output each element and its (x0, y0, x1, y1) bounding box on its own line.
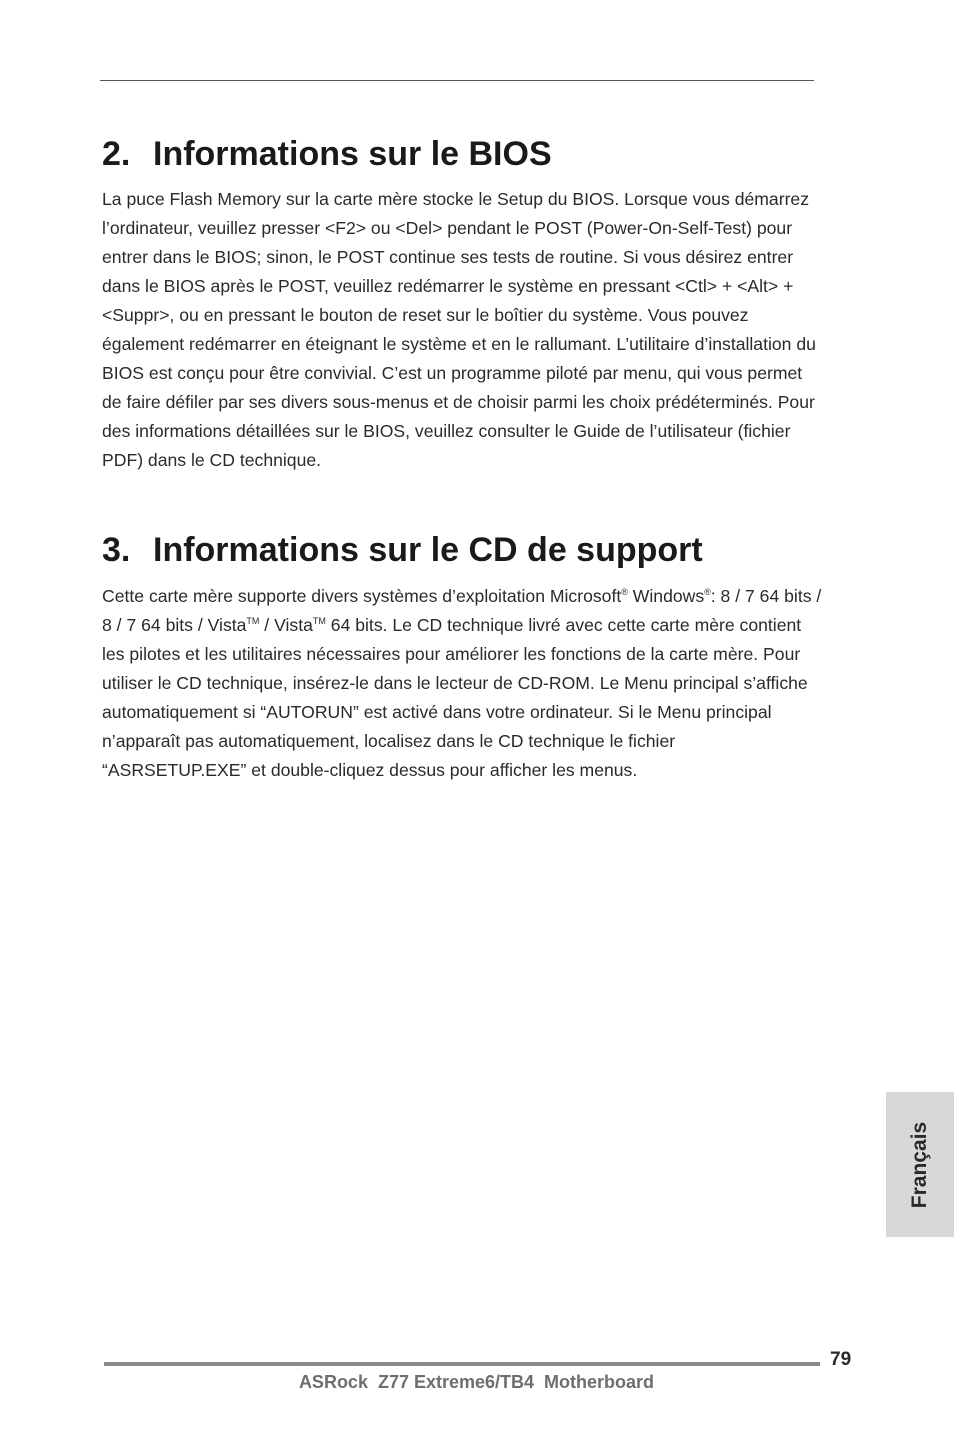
registered-mark: ® (704, 587, 711, 597)
section-heading-bios (102, 134, 822, 174)
top-rule (100, 80, 814, 81)
section-title: Informations sur le CD de support (153, 531, 703, 569)
footer-rule (104, 1362, 820, 1366)
trademark-mark: TM (312, 616, 326, 626)
section-cd-support-info (102, 530, 822, 785)
body-text-2: Windows (627, 586, 705, 606)
registered-mark: ® (621, 587, 628, 597)
footer-product-title: ASRock Z77 Extreme6/TB4 Motherboard (298, 1372, 655, 1392)
page-number: 79 (830, 1349, 852, 1370)
section-number: 3. (102, 531, 131, 569)
trademark-mark: TM (246, 616, 260, 626)
body-text-4: / Vista (259, 615, 313, 635)
section-heading-cd (102, 530, 822, 570)
body-text-1: Cette carte mère supporte divers systèmes d’exploitation Microsoft (102, 586, 622, 606)
section-title: Informations sur le BIOS (153, 135, 552, 173)
language-side-tab (886, 1092, 954, 1237)
body-text-3: : 8 / 7 64 bits / 8 / 7 64 bits / Vista (102, 586, 822, 635)
section-body-cd (102, 582, 822, 785)
section-number: 2. (102, 135, 131, 173)
section-body-bios: La puce Flash Memory sur la carte mère stocke le Setup du BIOS. Lorsque vous démarrez l’ordinateur, veuillez presser <F2> ou <Del> pendant le POST (Power-On-Self-Test) pour entrer dans le BIOS; sinon, le POST continue ses tests de routine. Si vous désirez entrer dans le BIOS après le POST, veuillez redémarrer le système en pressant <Ctl> + <Alt> + <Suppr>, ou en pressant le bouton de reset sur le boîtier du système. Vous pouvez également redémarrer en éteignant le système et en le rallumant. L’utilitaire d’installation du BIOS est conçu pour être convivial. C’est un programme piloté par menu, qui vous permet de faire défiler par ses divers sous-menus et de choisir parmi les choix prédéterminés. Pour des informations détaillées sur le BIOS, veuillez consulter le Guide de l’utilisateur (fichier PDF) dans le CD technique. (102, 189, 816, 470)
language-tab-label: Français (908, 1121, 931, 1208)
section-bios-info (102, 134, 822, 475)
body-text-5: 64 bits. Le CD technique livré avec cette carte mère contient les pilotes et les utilitaires nécessaires pour améliorer les fonctions de la carte mère. Pour utiliser le CD technique, insérez-le dans le lecteur de CD-ROM. Le Menu principal s’affiche automatiquement si “AUTORUN” est activé dans votre ordinateur. Si le Menu principal n’apparaît pas automatiquement, localisez dans le CD technique le fichier “ASRSETUP.EXE” et double-cliquez dessus pour afficher les menus. (102, 615, 808, 780)
